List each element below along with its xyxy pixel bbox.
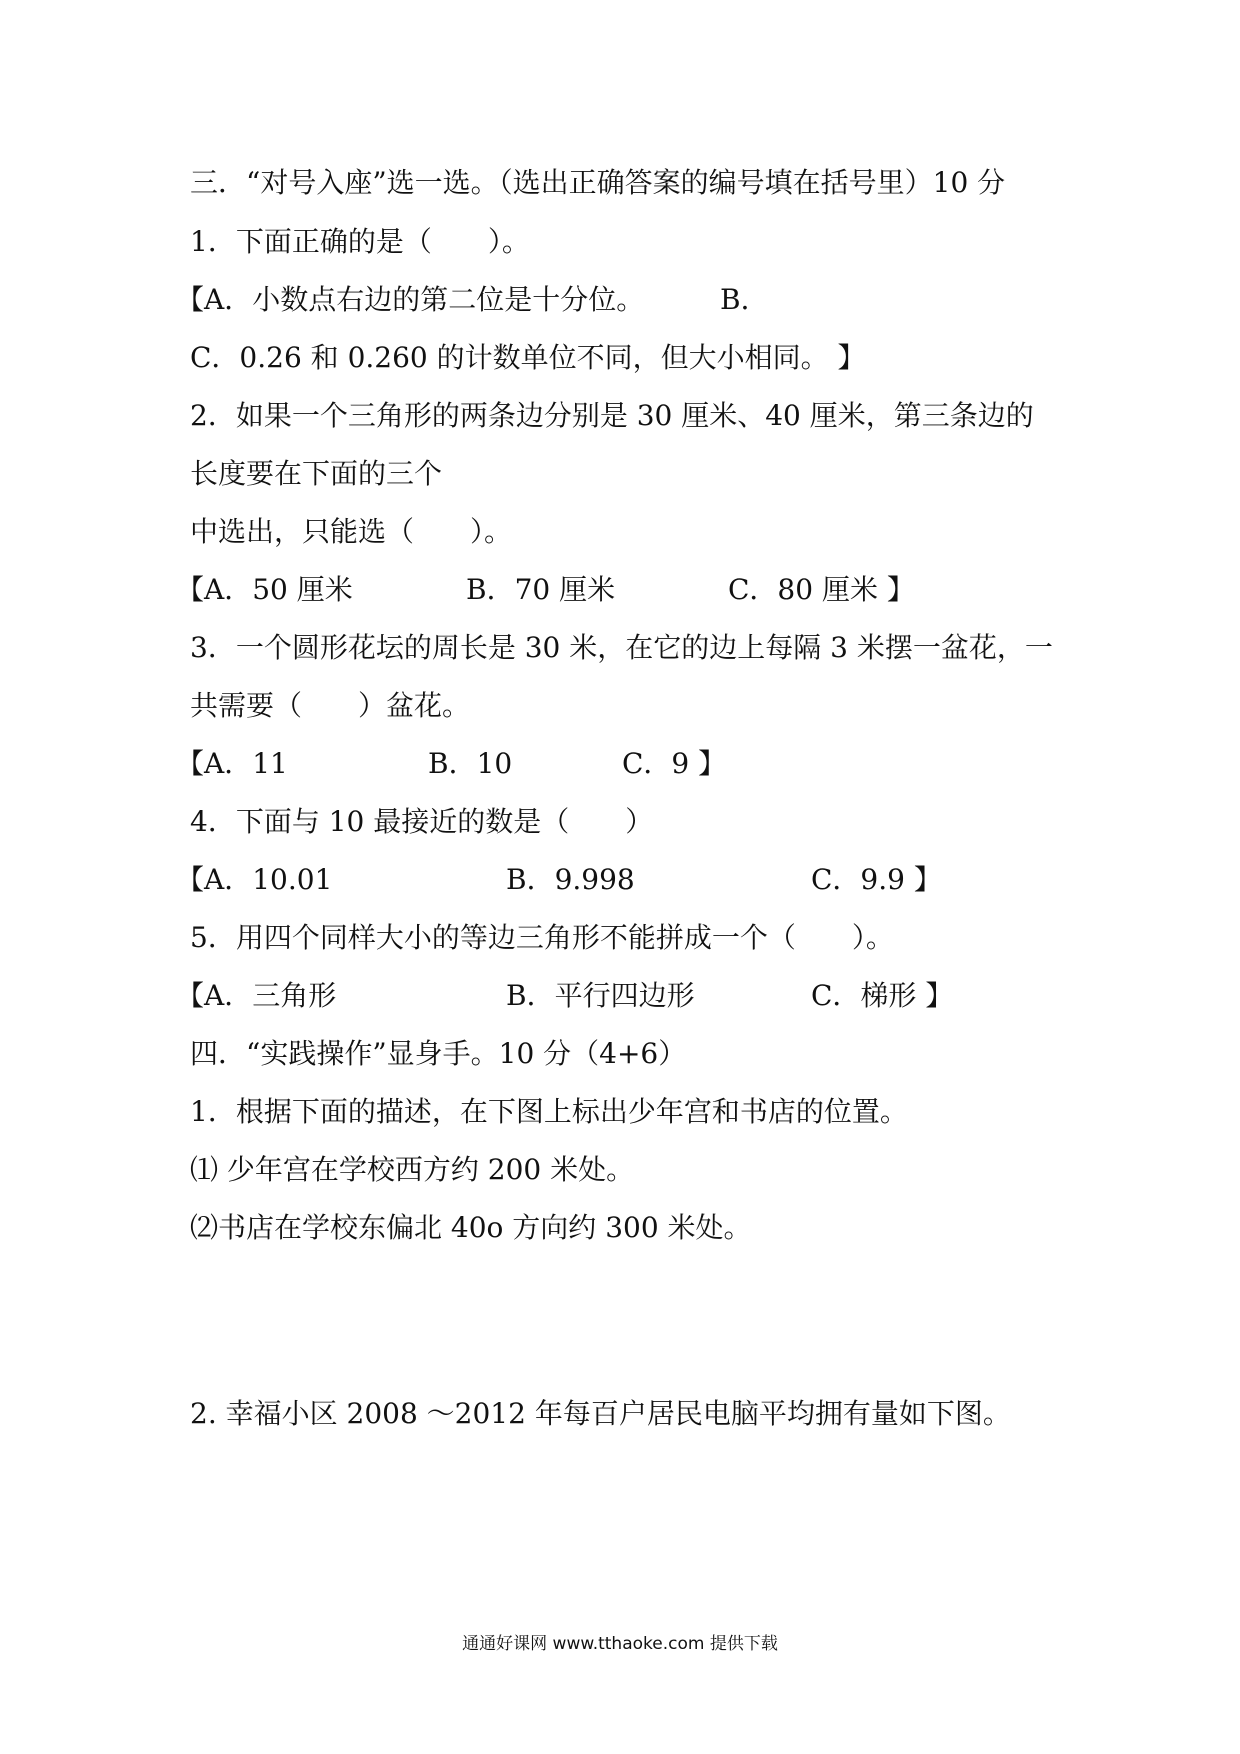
section-4-question-1-item-1: ⑴ 少年宫在学校西方约 200 米处。 bbox=[190, 1153, 635, 1186]
question-2-stem-line2: 长度要在下面的三个 bbox=[190, 457, 443, 490]
question-3-option-c: C．9 】 bbox=[622, 747, 727, 780]
question-4-option-b: B．9.998 bbox=[506, 863, 635, 896]
page-footer: 通通好课网 www.tthaoke.com 提供下载 bbox=[462, 1634, 778, 1654]
question-5-option-a: 【A．三角形 bbox=[176, 979, 337, 1012]
question-3-option-a: 【A．11 bbox=[176, 747, 288, 780]
question-2-option-c: C．80 厘米 】 bbox=[728, 573, 915, 606]
section-3-title: 三．“对号入座”选一选。（选出正确答案的编号填在括号里）10 分 bbox=[190, 166, 1006, 199]
section-4-title: 四．“实践操作”显身手。10 分（4+6） bbox=[190, 1037, 687, 1070]
question-5-option-b: B．平行四边形 bbox=[506, 979, 695, 1012]
question-3-stem-line2: 共需要（ ）盆花。 bbox=[190, 689, 471, 722]
question-2-stem-line3: 中选出，只能选（ ）。 bbox=[190, 515, 513, 548]
question-4-option-c: C．9.9 】 bbox=[811, 863, 942, 896]
section-4-question-2-stem: 2. 幸福小区 2008 ～2012 年每百户居民电脑平均拥有量如下图。 bbox=[190, 1397, 1011, 1430]
question-2-option-a: 【A．50 厘米 bbox=[176, 573, 353, 606]
question-2-option-b: B．70 厘米 bbox=[466, 573, 616, 606]
question-1-option-b: B． bbox=[720, 283, 769, 316]
question-2-stem-line1: 2．如果一个三角形的两条边分别是 30 厘米、40 厘米，第三条边的 bbox=[190, 399, 1034, 432]
question-4-option-a: 【A．10.01 bbox=[176, 863, 333, 896]
question-5-stem: 5．用四个同样大小的等边三角形不能拼成一个（ ）。 bbox=[190, 921, 894, 954]
question-4-stem: 4．下面与 10 最接近的数是（ ） bbox=[190, 805, 654, 838]
question-5-option-c: C．梯形 】 bbox=[811, 979, 954, 1012]
question-1-option-c: C．0.26 和 0.260 的计数单位不同，但大小相同。 】 bbox=[190, 341, 866, 374]
question-1-option-a: 【A．小数点右边的第二位是十分位。 bbox=[176, 283, 645, 316]
section-4-question-1-item-2: ⑵书店在学校东偏北 40o 方向约 300 米处。 bbox=[190, 1211, 752, 1244]
question-3-option-b: B．10 bbox=[428, 747, 513, 780]
section-4-question-1-stem: 1．根据下面的描述，在下图上标出少年宫和书店的位置。 bbox=[190, 1095, 908, 1128]
question-1-stem: 1．下面正确的是（ ）。 bbox=[190, 225, 530, 258]
question-3-stem-line1: 3．一个圆形花坛的周长是 30 米，在它的边上每隔 3 米摆一盆花，一 bbox=[190, 631, 1053, 664]
